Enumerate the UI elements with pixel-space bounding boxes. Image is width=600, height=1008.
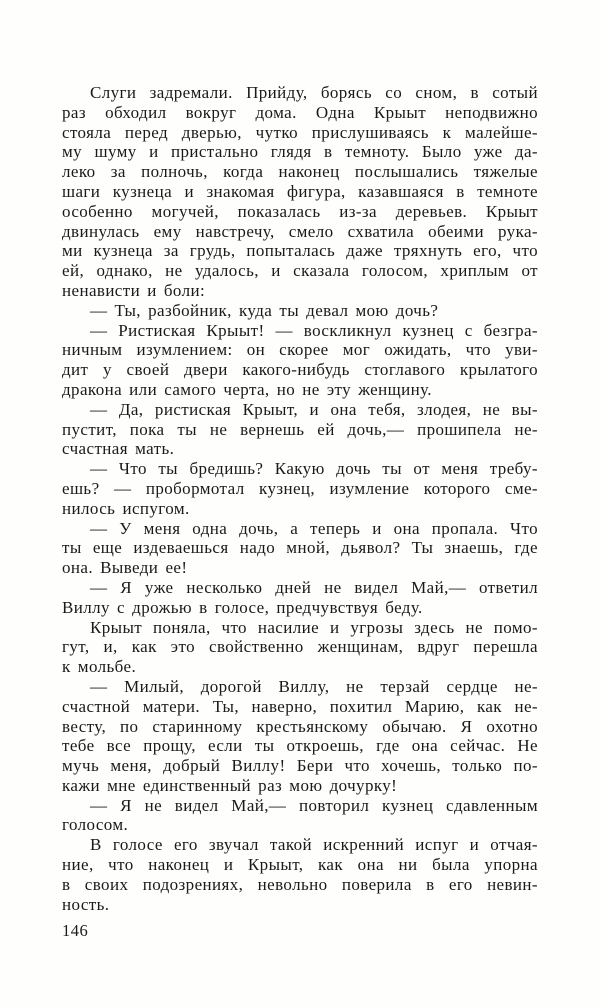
text-line: ешь? — пробормотал кузнец, изумление которого сме-	[62, 478, 538, 498]
text-line: шаги кузнеца и знакомая фигура, казавшаяся в темноте	[62, 181, 538, 201]
text-line: гут, и, как это свойственно женщинам, вдруг перешла	[62, 637, 538, 657]
text-line: ты еще издеваешься надо мной, дьявол? Ты знаешь, где	[62, 538, 538, 558]
text-line: счастной матери. Ты, наверно, похитил Марию, как не-	[62, 696, 538, 716]
text-line: голосом.	[62, 815, 129, 835]
text-line: она. Выведи ее!	[62, 558, 188, 578]
text-line: ность.	[62, 894, 110, 914]
text-line: кажи мне единственный раз мою дочурку!	[62, 775, 398, 795]
text-line: му шуму и пристально глядя в темноту. Было уже да-	[62, 142, 538, 162]
text-line: ми кузнеца за грудь, попыталась даже тряхнуть его, что	[62, 241, 538, 261]
text-line: ей, однако, не удалось, и сказала голосом, хриплым от	[62, 261, 538, 281]
text-line: в своих подозрениях, невольно поверила в его невин-	[62, 874, 538, 894]
text-line: счастная мать.	[62, 439, 175, 459]
text-line: ненависти и боли:	[62, 280, 206, 300]
text-line: дит у своей двери какого-нибудь стоглавого крылатого	[62, 360, 538, 380]
text-line: Виллу с дрожью в голосе, предчувствуя беду.	[62, 597, 423, 617]
dialogue-line: — Что ты бредишь? Какую дочь ты от меня требу-	[90, 459, 538, 479]
dialogue-line: — Ристиская Крыыт! — воскликнул кузнец с безгра-	[90, 320, 538, 340]
text-line: стояла перед дверью, чутко прислушиваясь к малейше-	[62, 122, 538, 142]
text-line: особенно могучей, показалась из-за деревьев. Крыыт	[62, 201, 538, 221]
text-line: мучь меня, добрый Виллу! Бери что хочешь, только по-	[62, 756, 538, 776]
text-block	[62, 83, 538, 914]
dialogue-line: — Я уже несколько дней не видел Май,— ответил	[90, 577, 538, 597]
text-line: ние, что наконец и Крыыт, как она ни была упорна	[62, 855, 538, 875]
text-line: двинулась ему навстречу, смело схватила обеими рука-	[62, 221, 538, 241]
text-line: тебе все прощу, если ты откроешь, где она сейчас. Не	[62, 736, 538, 756]
page-number: 146	[62, 921, 89, 940]
dialogue-line: — Я не видел Май,— повторил кузнец сдавленным	[90, 795, 538, 815]
text-line: пустит, пока ты не вернешь ей дочь,— прошипела не-	[62, 419, 538, 439]
text-line: леко за полночь, когда наконец послышались тяжелые	[62, 162, 538, 182]
text-line: В голосе его звучал такой искренний испуг и отчая-	[90, 835, 538, 855]
dialogue-line: — Ты, разбойник, куда ты девал мою дочь?	[90, 300, 439, 320]
dialogue-line: — Милый, дорогой Виллу, не терзай сердце не-	[90, 676, 538, 696]
text-line: дракона или самого черта, но не эту женщину.	[62, 379, 432, 399]
text-line: нилось испугом.	[62, 498, 190, 518]
text-line: ничным изумлением: он скорее мог ожидать, что уви-	[62, 340, 538, 360]
text-line: раз обходил вокруг дома. Одна Крыыт неподвижно	[62, 102, 538, 122]
text-line: весту, по старинному крестьянскому обычаю. Я охотно	[62, 716, 538, 736]
dialogue-line: — Да, ристиская Крыыт, и она тебя, злодея, не вы-	[90, 399, 538, 419]
text-line: Крыыт поняла, что насилие и угрозы здесь не помо-	[90, 617, 538, 637]
dialogue-line: — У меня одна дочь, а теперь и она пропала. Что	[90, 518, 538, 538]
text-line: Слуги задремали. Прийду, борясь со сном, в сотый	[90, 83, 538, 102]
text-line: к мольбе.	[62, 657, 137, 677]
